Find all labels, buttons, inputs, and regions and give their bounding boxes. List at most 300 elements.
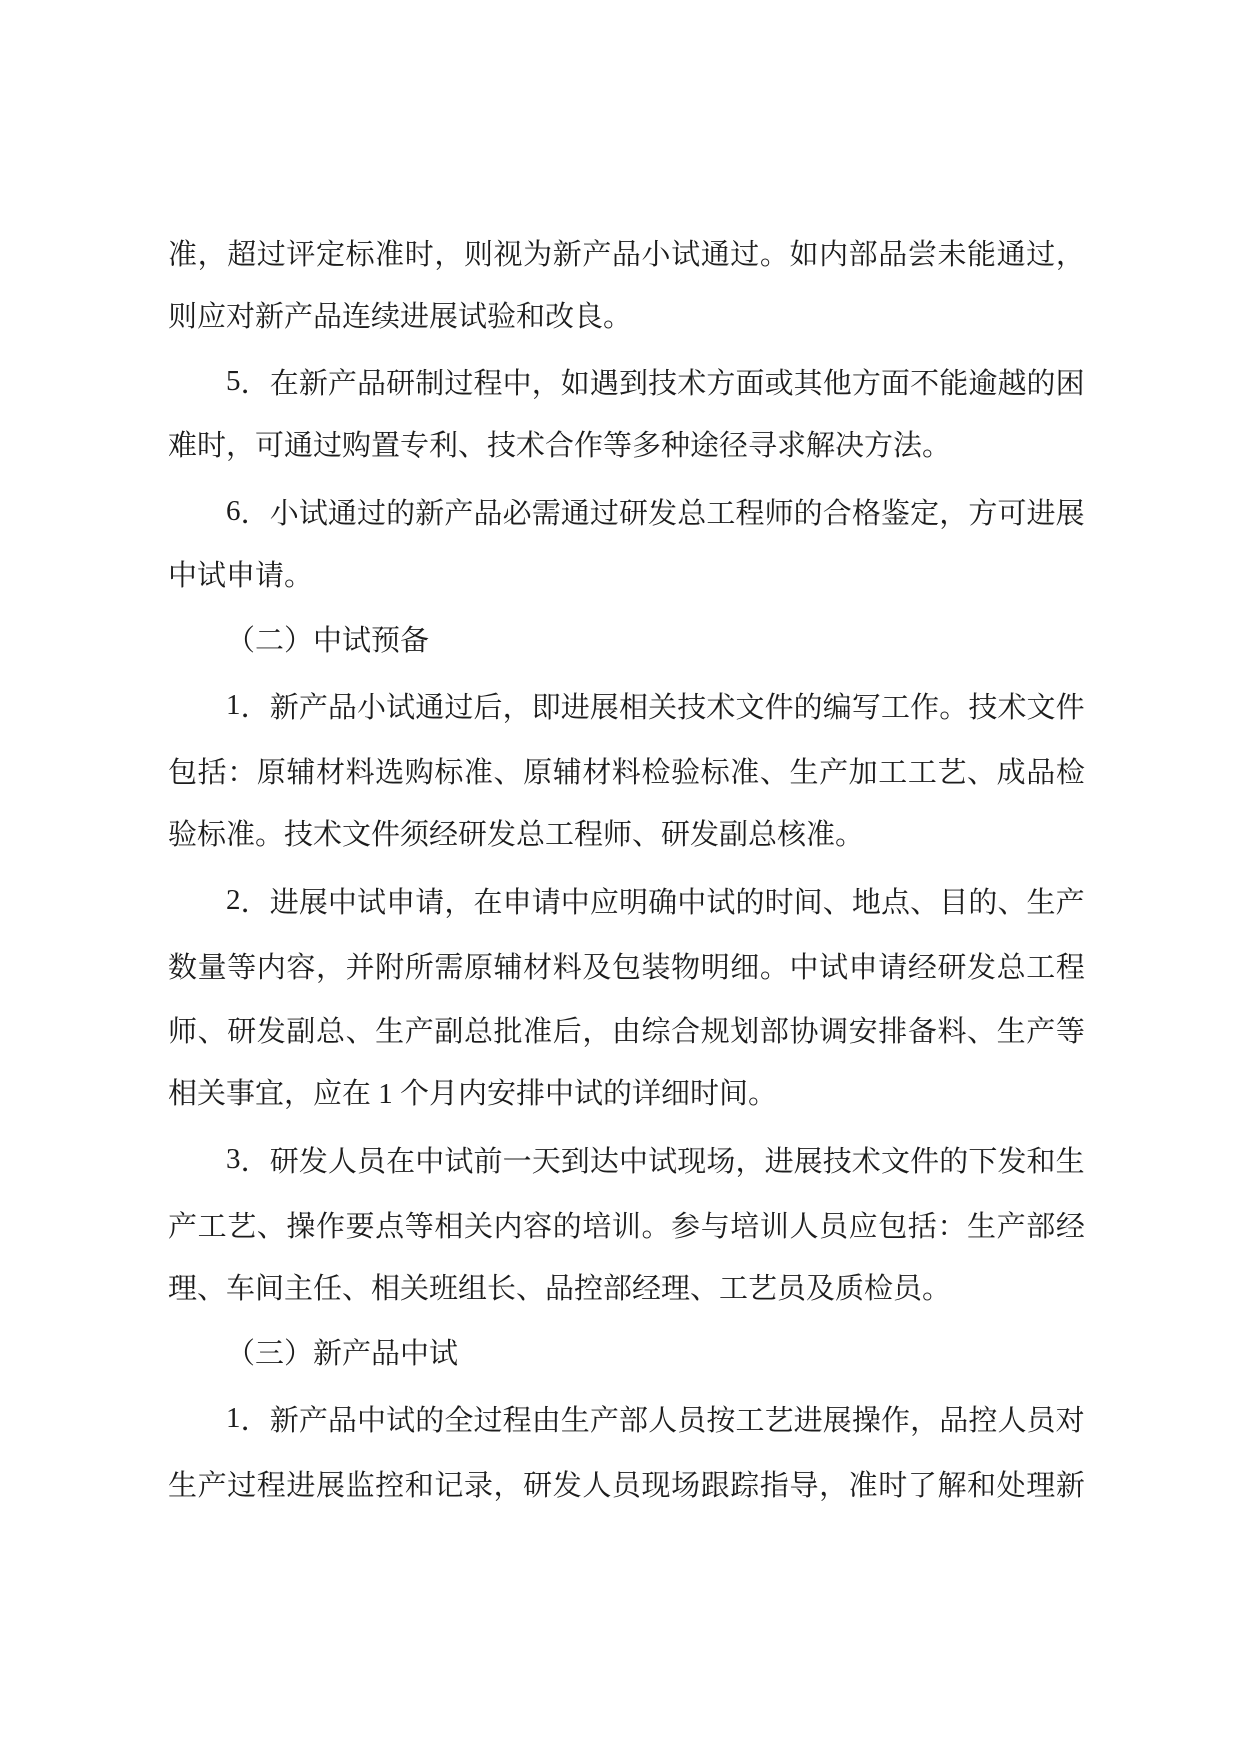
text-char: 员	[1026, 1405, 1056, 1438]
text-char: 、	[822, 886, 852, 919]
text-char: 总	[677, 498, 707, 531]
text-char: 和	[1026, 1146, 1056, 1179]
text-char: 小	[357, 692, 387, 725]
text-char: 能	[939, 368, 969, 401]
text-char: 过	[730, 238, 760, 271]
text-char: 中	[619, 1146, 649, 1179]
text-char: 训	[759, 1210, 789, 1243]
text-char: 研	[619, 498, 649, 531]
text-char: 请	[531, 886, 561, 919]
text-char: 遇	[589, 368, 619, 401]
text-char: 视	[493, 238, 523, 271]
text-char: ，	[434, 238, 464, 271]
text-char: 展	[793, 1146, 823, 1179]
text-char: 括	[197, 757, 227, 790]
text-char: 相	[619, 692, 649, 725]
text-char: 师	[764, 498, 794, 531]
text-char: 中	[789, 951, 819, 984]
text-char: 到	[619, 368, 649, 401]
text-char: ，	[582, 1016, 612, 1049]
text-char: ，	[939, 498, 969, 531]
text-char: 发	[298, 1146, 328, 1179]
text-char: 发	[256, 1016, 286, 1049]
text-char: 制	[415, 368, 445, 401]
text-char: 逾	[968, 368, 998, 401]
text-char: 术	[706, 692, 736, 725]
text-char: 的	[415, 1405, 445, 1438]
text-char: 明	[619, 886, 649, 919]
text-char: 经	[1055, 1210, 1085, 1243]
text-line	[168, 1192, 1085, 1257]
text-char: 试	[648, 1146, 678, 1179]
text-char: 料	[345, 757, 375, 790]
text-char: 中	[357, 1405, 387, 1438]
text-char: 处	[996, 1470, 1026, 1503]
text-char: 、	[967, 757, 997, 790]
text-char: 应	[589, 886, 619, 919]
text-char: 监	[345, 1470, 375, 1503]
text-char: 工	[907, 757, 937, 790]
text-char: 工	[881, 692, 911, 725]
text-char: 总	[996, 951, 1026, 984]
text-char: 发	[552, 1470, 582, 1503]
text-char: ，	[531, 368, 561, 401]
text-char: 新	[1055, 1470, 1085, 1503]
text-line: 中试申请。	[168, 559, 314, 592]
text-char: 生	[560, 1405, 590, 1438]
text-char: 明	[700, 951, 730, 984]
text-char: 原	[523, 757, 553, 790]
text-char: 进	[764, 1146, 794, 1179]
text-char: 发	[997, 1146, 1027, 1179]
text-char: 中	[327, 886, 357, 919]
text-char: 后	[552, 1016, 582, 1049]
text-char: 程	[735, 498, 765, 531]
text-char: 尝	[907, 238, 937, 271]
text-char: 附	[375, 951, 405, 984]
text-char: 标	[345, 238, 375, 271]
text-char: 前	[473, 1146, 503, 1179]
text-char: 关	[463, 1210, 493, 1243]
text-char: ．	[240, 368, 270, 401]
text-char: 产	[404, 1016, 434, 1049]
text-char: 控	[375, 1470, 405, 1503]
text-char: 即	[531, 692, 561, 725]
text-char: 内	[819, 238, 849, 271]
text-char: 为	[523, 238, 553, 271]
text-char: 术	[997, 692, 1027, 725]
text-char: 部	[619, 1405, 649, 1438]
text-char: 等	[404, 1210, 434, 1243]
text-char: 、	[197, 1016, 227, 1049]
text-char: 则	[463, 238, 493, 271]
text-char: 工	[735, 1405, 765, 1438]
text-char: 导	[789, 1470, 819, 1503]
text-char: 师	[168, 1016, 198, 1049]
text-char: 场	[706, 1146, 736, 1179]
text-char: 踪	[730, 1470, 760, 1503]
text-line: 验标准。技术文件须经研发总工程师、研发副总核准。	[168, 819, 865, 852]
text-char: 合	[671, 1016, 701, 1049]
text-char: 展	[822, 1405, 852, 1438]
text-char: 生	[789, 757, 819, 790]
text-char: 程	[473, 368, 503, 401]
text-char: 程	[502, 1405, 532, 1438]
text-char: 展	[1055, 498, 1085, 531]
text-char: ，	[735, 1146, 765, 1179]
text-line	[168, 220, 1085, 285]
text-char: 安	[848, 1016, 878, 1049]
text-char: 地	[851, 886, 881, 919]
text-char: 容	[523, 1210, 553, 1243]
text-char: 其	[793, 368, 823, 401]
text-char: 越	[997, 368, 1027, 401]
text-char: 的	[793, 692, 823, 725]
text-char: 成	[996, 757, 1026, 790]
text-char: 解	[937, 1470, 967, 1503]
text-char: 材	[523, 951, 553, 984]
text-line	[168, 868, 1085, 933]
text-char: 准	[523, 1016, 553, 1049]
text-char: 验	[671, 757, 701, 790]
text-char: 能	[967, 238, 997, 271]
text-char: 现	[677, 1146, 707, 1179]
text-char: ．	[240, 886, 270, 919]
text-char: 确	[648, 886, 678, 919]
text-char: 写	[851, 692, 881, 725]
text-char: 过	[357, 498, 387, 531]
text-char: 评	[286, 238, 316, 271]
text-char: 工	[1026, 951, 1056, 984]
text-char: 的	[1026, 368, 1056, 401]
text-char: 他	[822, 368, 852, 401]
text-char: 要	[345, 1210, 375, 1243]
text-char: 数	[168, 951, 198, 984]
text-char: 研	[269, 1146, 299, 1179]
text-char: 生	[1026, 886, 1056, 919]
text-char: 过	[589, 498, 619, 531]
text-char: 人	[582, 1470, 612, 1503]
text-char: 艺	[937, 757, 967, 790]
text-char: 的	[793, 498, 823, 531]
text-char: 标	[700, 757, 730, 790]
text-char: 研	[227, 1016, 257, 1049]
text-char: 新	[552, 238, 582, 271]
text-char: 操	[851, 1405, 881, 1438]
text-char: 排	[878, 1016, 908, 1049]
text-char: 选	[375, 757, 405, 790]
text-char: 场	[671, 1470, 701, 1503]
text-char: ，	[1055, 238, 1085, 271]
text-char: 进	[560, 692, 590, 725]
text-char: 产	[298, 692, 328, 725]
text-char: 艺	[764, 1405, 794, 1438]
text-char: 产	[1026, 1016, 1056, 1049]
text-char: ，	[910, 1405, 940, 1438]
text-char: 研	[386, 368, 416, 401]
text-char: 关	[648, 692, 678, 725]
text-char: 。	[641, 1210, 671, 1243]
text-char: 发	[967, 951, 997, 984]
text-char: 产	[996, 1210, 1026, 1243]
text-char: 方	[851, 368, 881, 401]
text-char: 总	[463, 1016, 493, 1049]
text-char: 方	[968, 498, 998, 531]
text-char: 过	[1026, 238, 1056, 271]
text-char: 生	[168, 1470, 198, 1503]
text-char: 、	[256, 1210, 286, 1243]
text-char: 部	[1026, 1210, 1056, 1243]
text-char: 需	[434, 951, 464, 984]
text-char: 新	[415, 498, 445, 531]
text-char: 方	[706, 368, 736, 401]
text-char: 人	[327, 1146, 357, 1179]
text-char: 技	[968, 692, 998, 725]
text-char: 点	[375, 1210, 405, 1243]
text-char: 培	[730, 1210, 760, 1243]
text-char: 按	[706, 1405, 736, 1438]
text-line: 则应对新产品连续进展试验和改良。	[168, 300, 633, 333]
text-char: 中	[677, 886, 707, 919]
text-char: 品	[1026, 757, 1056, 790]
text-char: 不	[910, 368, 940, 401]
text-char: 产	[168, 1210, 198, 1243]
text-char: 作	[315, 1210, 345, 1243]
text-char: 作	[910, 692, 940, 725]
text-char: 产	[1055, 886, 1085, 919]
text-char: 进	[793, 1405, 823, 1438]
text-char: 间	[793, 886, 823, 919]
text-char: 装	[641, 951, 671, 984]
text-char: 细	[730, 951, 760, 984]
text-char: 通	[560, 498, 590, 531]
text-char: 控	[968, 1405, 998, 1438]
text-char: 指	[759, 1470, 789, 1503]
text-char: ：	[227, 757, 257, 790]
text-char: 工	[878, 757, 908, 790]
text-char: 等	[1055, 1016, 1085, 1049]
text-line	[168, 674, 1085, 739]
text-char: 由	[531, 1405, 561, 1438]
text-char: 材	[315, 757, 345, 790]
text-char: 产	[582, 238, 612, 271]
text-char: 新	[269, 692, 299, 725]
text-char: 天	[531, 1146, 561, 1179]
text-char: 原	[463, 951, 493, 984]
text-char: 3	[226, 1143, 241, 1176]
text-line: 相关事宜，应在 1 个月内安排中试的详细时间。	[168, 1078, 778, 1111]
text-char: 中	[415, 1146, 445, 1179]
text-char: 超	[227, 238, 257, 271]
text-char: 等	[227, 951, 257, 984]
text-char: 中	[560, 886, 590, 919]
text-char: 划	[730, 1016, 760, 1049]
text-char: 小	[641, 238, 671, 271]
text-char: 通	[415, 692, 445, 725]
text-char: ．	[240, 1405, 270, 1438]
text-char: 件	[910, 1146, 940, 1179]
text-char: 料	[937, 1016, 967, 1049]
text-char: 试	[819, 951, 849, 984]
text-char: ，	[819, 1470, 849, 1503]
text-char: 训	[611, 1210, 641, 1243]
text-char: 录	[463, 1470, 493, 1503]
text-char: 时	[764, 886, 794, 919]
text-char: 所	[404, 951, 434, 984]
text-char: 程	[256, 1470, 286, 1503]
text-char: 准	[848, 1470, 878, 1503]
text-line: （三）新产品中试	[226, 1337, 459, 1370]
text-char: 面	[881, 368, 911, 401]
text-char: 困	[1055, 368, 1085, 401]
text-char: 产	[197, 1470, 227, 1503]
text-char: 量	[197, 951, 227, 984]
text-char: ，	[315, 951, 345, 984]
text-char: 过	[227, 1470, 257, 1503]
text-char: 员	[677, 1405, 707, 1438]
text-char: 生	[1055, 1146, 1085, 1179]
text-char: 物	[671, 951, 701, 984]
text-char: 全	[444, 1405, 474, 1438]
text-line	[168, 350, 1085, 415]
text-char: ．	[240, 498, 270, 531]
text-char: 、	[910, 886, 940, 919]
text-char: 参	[671, 1210, 701, 1243]
text-char: 副	[434, 1016, 464, 1049]
text-char: 时	[404, 238, 434, 271]
text-char: 未	[937, 238, 967, 271]
text-char: 、	[967, 1016, 997, 1049]
text-char: 展	[298, 886, 328, 919]
text-char: 请	[415, 886, 445, 919]
text-char: 术	[851, 1146, 881, 1179]
text-char: 的	[939, 1146, 969, 1179]
text-char: 的	[552, 1210, 582, 1243]
text-char: 小	[269, 498, 299, 531]
text-char: 产	[298, 1405, 328, 1438]
text-char: 由	[611, 1016, 641, 1049]
text-char: 如	[560, 368, 590, 401]
text-char: 文	[881, 1146, 911, 1179]
text-char: 、	[759, 757, 789, 790]
text-char: 包	[611, 951, 641, 984]
text-char: 了	[907, 1470, 937, 1503]
text-char: 合	[822, 498, 852, 531]
text-line: 难时，可通过购置专利、技术合作等多种途径寻求解决方法。	[168, 430, 952, 463]
text-char: 加	[848, 757, 878, 790]
text-char: 6	[226, 495, 241, 528]
text-char: 编	[822, 692, 852, 725]
text-char: 准	[168, 238, 198, 271]
text-char: 目	[939, 886, 969, 919]
text-line	[168, 479, 1085, 544]
text-char: 工	[706, 498, 736, 531]
text-char: 技	[648, 368, 678, 401]
text-char: 辅	[493, 951, 523, 984]
text-char: 术	[677, 368, 707, 401]
text-char: 辅	[552, 757, 582, 790]
text-char: 品	[473, 498, 503, 531]
text-char: ，	[493, 1470, 523, 1503]
text-char: 必	[502, 498, 532, 531]
text-line	[168, 998, 1085, 1063]
text-char: 准	[375, 238, 405, 271]
text-char: 和	[404, 1470, 434, 1503]
text-char: 品	[611, 238, 641, 271]
text-char: 请	[878, 951, 908, 984]
text-char: ，	[197, 238, 227, 271]
text-char: 过	[444, 692, 474, 725]
text-char: 副	[286, 1016, 316, 1049]
text-char: 总	[315, 1016, 345, 1049]
text-char: 工	[197, 1210, 227, 1243]
text-char: 应	[848, 1210, 878, 1243]
text-char: 点	[881, 886, 911, 919]
text-char: 、	[997, 886, 1027, 919]
text-char: 记	[434, 1470, 464, 1503]
text-char: 包	[878, 1210, 908, 1243]
text-char: 品	[357, 368, 387, 401]
text-char: 生	[967, 1210, 997, 1243]
text-char: 1	[226, 689, 241, 722]
text-char: 艺	[227, 1210, 257, 1243]
text-char: 件	[1055, 692, 1085, 725]
text-char: 研	[937, 951, 967, 984]
text-char: 产	[444, 498, 474, 531]
text-char: 员	[357, 1146, 387, 1179]
text-char: 备	[907, 1016, 937, 1049]
text-char: 品	[939, 1405, 969, 1438]
text-char: 技	[677, 692, 707, 725]
text-char: 现	[641, 1470, 671, 1503]
text-char: 生	[996, 1016, 1026, 1049]
text-char: 如	[789, 238, 819, 271]
text-char: 相	[434, 1210, 464, 1243]
text-char: 技	[822, 1146, 852, 1179]
text-char: 容	[286, 951, 316, 984]
text-char: 申	[848, 951, 878, 984]
text-char: 在	[269, 368, 299, 401]
text-char: 培	[582, 1210, 612, 1243]
text-char: 格	[851, 498, 881, 531]
text-char: 申	[502, 886, 532, 919]
text-char: 5	[226, 365, 241, 398]
text-char: 包	[168, 757, 198, 790]
text-char: 申	[386, 886, 416, 919]
text-line: （二）中试预备	[226, 624, 430, 657]
text-char: 定	[910, 498, 940, 531]
text-char: 试	[671, 238, 701, 271]
text-char: 括	[907, 1210, 937, 1243]
text-line: 理、车间主任、相关班组长、品控部经理、工艺员及质检员。	[168, 1272, 952, 1305]
text-char: 生	[375, 1016, 405, 1049]
text-char: 1	[226, 1402, 241, 1435]
text-char: 部	[759, 1016, 789, 1049]
text-char: 后	[473, 692, 503, 725]
text-char: 展	[315, 1470, 345, 1503]
text-char: 或	[764, 368, 794, 401]
text-char: 可	[997, 498, 1027, 531]
text-char: 产	[327, 368, 357, 401]
text-char: 展	[589, 692, 619, 725]
text-char: 达	[589, 1146, 619, 1179]
text-line	[168, 1386, 1085, 1451]
text-char: 跟	[700, 1470, 730, 1503]
text-char: 的	[386, 498, 416, 531]
text-char: 通	[327, 498, 357, 531]
text-char: 辅	[286, 757, 316, 790]
text-char: 。	[939, 692, 969, 725]
